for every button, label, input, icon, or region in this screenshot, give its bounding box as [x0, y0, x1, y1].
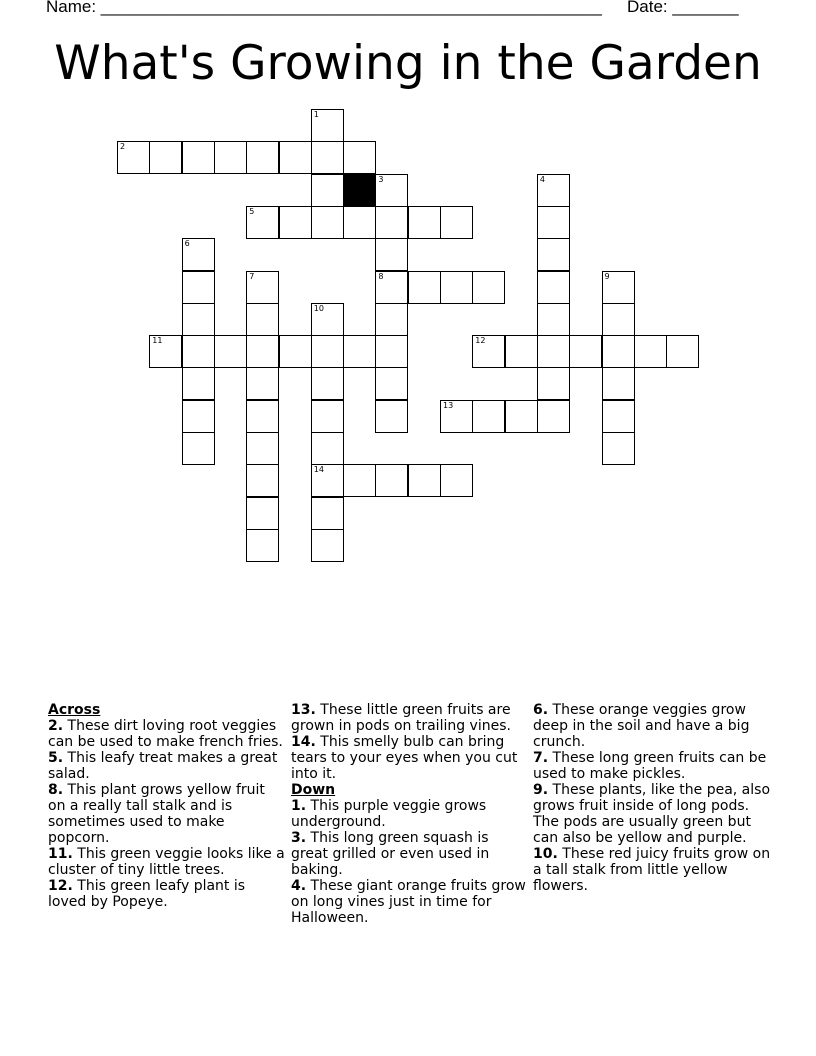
grid-cell[interactable]: [408, 206, 441, 239]
grid-cell[interactable]: [311, 464, 344, 497]
clue-item-text: These orange veggies grow deep in the soil and have a big crunch.: [533, 702, 750, 750]
clue-item-text: These red juicy fruits grow on a tall stalk from little yellow flowers.: [533, 846, 771, 894]
clue-item-text: These little green fruits are grown in pods on trailing vines.: [291, 702, 511, 734]
clue-item-number: 9.: [533, 782, 549, 798]
clue-item: [533, 750, 771, 782]
clue-item-number: 5.: [48, 750, 64, 766]
grid-cell[interactable]: [666, 335, 699, 368]
grid-cell[interactable]: [182, 400, 215, 433]
grid-cell[interactable]: [311, 109, 344, 142]
clue-column-1: [48, 702, 286, 910]
clue-number: 3: [378, 174, 384, 184]
grid-cell[interactable]: [311, 367, 344, 400]
clue-number: 5: [249, 206, 255, 216]
grid-cell[interactable]: [472, 335, 505, 368]
clue-item-text: This leafy treat makes a great salad.: [48, 750, 278, 782]
grid-cell[interactable]: [602, 367, 635, 400]
grid-cell[interactable]: [537, 174, 570, 207]
clue-item-number: 2.: [48, 718, 64, 734]
grid-cell[interactable]: [375, 174, 408, 207]
grid-cell[interactable]: [246, 141, 279, 174]
clue-item-text: This plant grows yellow fruit on a really tall stalk and is sometimes used to make popcorn.: [48, 782, 265, 846]
clue-number: 2: [120, 142, 126, 152]
section-heading-across: Across: [48, 702, 101, 718]
grid-cell[interactable]: [246, 464, 279, 497]
grid-cell[interactable]: [246, 497, 279, 530]
clue-item: [48, 878, 286, 910]
clue-item-text: This smelly bulb can bring tears to your eyes when you cut into it.: [291, 734, 518, 782]
grid-cell[interactable]: [311, 432, 344, 465]
grid-cell[interactable]: [375, 238, 408, 271]
clue-number: 7: [249, 271, 255, 281]
grid-cell[interactable]: [375, 367, 408, 400]
grid-cell[interactable]: [375, 271, 408, 304]
grid-cell[interactable]: [246, 271, 279, 304]
grid-cell[interactable]: [537, 271, 570, 304]
grid-cell[interactable]: [246, 432, 279, 465]
clue-column-3: [533, 702, 771, 894]
clue-number: 10: [313, 303, 324, 313]
grid-cell[interactable]: [149, 141, 182, 174]
grid-cell[interactable]: [375, 400, 408, 433]
grid-cell[interactable]: [149, 335, 182, 368]
grid-cell[interactable]: [375, 335, 408, 368]
clue-item-number: 12.: [48, 878, 73, 894]
grid-cell[interactable]: [602, 335, 635, 368]
clue-item-number: 13.: [291, 702, 316, 718]
grid-cell[interactable]: [537, 367, 570, 400]
grid-cell[interactable]: [440, 206, 473, 239]
clue-item-text: These dirt loving root veggies can be used to make french fries.: [48, 718, 283, 750]
clue-item: [291, 798, 529, 830]
name-field-label: Name: _____________________________________________________: [46, 0, 602, 16]
grid-cell[interactable]: [602, 432, 635, 465]
clue-number: 1: [313, 110, 319, 119]
grid-cell[interactable]: [279, 141, 312, 174]
clue-item-number: 11.: [48, 846, 73, 862]
clue-item: [533, 846, 771, 894]
clue-item-text: This long green squash is great grilled or even used in baking.: [291, 830, 490, 878]
clue-item: [533, 782, 771, 846]
grid-cell[interactable]: [408, 271, 441, 304]
clue-item-number: 4.: [291, 878, 307, 894]
clue-number: 14: [313, 465, 324, 475]
black-cell: [343, 174, 376, 207]
clue-item-text: This green leafy plant is loved by Popeye.: [48, 878, 246, 910]
grid-cell[interactable]: [182, 303, 215, 336]
clue-number: 11: [152, 336, 163, 346]
grid-cell[interactable]: [311, 529, 344, 562]
clue-item: [291, 702, 529, 734]
grid-cell[interactable]: [311, 400, 344, 433]
clue-item: [291, 878, 529, 926]
grid-cell[interactable]: [246, 367, 279, 400]
grid-cell[interactable]: [311, 335, 344, 368]
page-title: What's Growing in the Garden: [54, 36, 762, 91]
grid-cell[interactable]: [182, 367, 215, 400]
grid-cell[interactable]: [634, 335, 667, 368]
grid-cell[interactable]: [343, 206, 376, 239]
clue-item-number: 6.: [533, 702, 549, 718]
grid-cell[interactable]: [440, 464, 473, 497]
clue-item-number: 14.: [291, 734, 316, 750]
grid-cell[interactable]: [246, 206, 279, 239]
grid-cell[interactable]: [343, 141, 376, 174]
grid-cell[interactable]: [246, 400, 279, 433]
grid-cell[interactable]: [279, 206, 312, 239]
grid-cell[interactable]: [537, 335, 570, 368]
grid-cell[interactable]: [343, 464, 376, 497]
grid-cell[interactable]: [343, 335, 376, 368]
clue-item: [291, 734, 529, 782]
grid-cell[interactable]: [537, 303, 570, 336]
clue-item-number: 1.: [291, 798, 307, 814]
section-heading-down: Down: [291, 782, 336, 798]
clue-number: 13: [443, 400, 454, 410]
grid-cell[interactable]: [214, 141, 247, 174]
grid-cell[interactable]: [117, 141, 150, 174]
grid-cell[interactable]: [246, 303, 279, 336]
clue-item-number: 7.: [533, 750, 549, 766]
grid-cell[interactable]: [602, 303, 635, 336]
grid-cell[interactable]: [472, 271, 505, 304]
clue-item-text: These giant orange fruits grow on long vines just in time for Halloween.: [291, 878, 526, 926]
clue-item: [48, 750, 286, 782]
grid-cell[interactable]: [375, 206, 408, 239]
clue-item-text: This purple veggie grows underground.: [291, 798, 487, 830]
clue-item: [533, 702, 771, 750]
clue-item-number: 10.: [533, 846, 558, 862]
clue-number: 9: [604, 271, 610, 281]
date-field-label: Date: _______: [627, 0, 739, 16]
clue-item-number: 3.: [291, 830, 307, 846]
clue-number: 12: [475, 336, 486, 346]
clue-item-text: These plants, like the pea, also grows fruit inside of long pods. The pods are usually green but can also be yellow and purple.: [533, 782, 771, 846]
grid-cell[interactable]: [311, 206, 344, 239]
clue-number: 8: [378, 271, 384, 281]
clue-number: 6: [184, 239, 190, 249]
clue-column-2: [291, 702, 529, 926]
grid-cell[interactable]: [182, 335, 215, 368]
grid-cell[interactable]: [279, 335, 312, 368]
grid-cell[interactable]: [537, 400, 570, 433]
grid-cell[interactable]: [505, 400, 538, 433]
clue-item: [48, 718, 286, 750]
clue-item-number: 8.: [48, 782, 64, 798]
grid-cell[interactable]: [182, 238, 215, 271]
grid-cell[interactable]: [602, 400, 635, 433]
grid-cell[interactable]: [537, 206, 570, 239]
grid-cell[interactable]: [246, 335, 279, 368]
clue-item: [48, 846, 286, 878]
clue-item-text: These long green fruits can be used to make pickles.: [533, 750, 767, 782]
grid-cell[interactable]: [602, 271, 635, 304]
clue-number: 4: [539, 174, 545, 184]
grid-cell[interactable]: [375, 303, 408, 336]
grid-cell[interactable]: [182, 141, 215, 174]
grid-cell[interactable]: [472, 400, 505, 433]
grid-cell[interactable]: [375, 464, 408, 497]
grid-cell[interactable]: [182, 271, 215, 304]
grid-cell[interactable]: [440, 271, 473, 304]
clue-item: [48, 782, 286, 846]
grid-cell[interactable]: [311, 497, 344, 530]
grid-cell[interactable]: [214, 335, 247, 368]
grid-cell[interactable]: [311, 303, 344, 336]
grid-cell[interactable]: [505, 335, 538, 368]
grid-cell[interactable]: [537, 238, 570, 271]
grid-cell[interactable]: [408, 464, 441, 497]
grid-cell[interactable]: [569, 335, 602, 368]
grid-cell[interactable]: [246, 529, 279, 562]
clue-item-text: This green veggie looks like a cluster of tiny little trees.: [48, 846, 285, 878]
clue-item: [291, 830, 529, 878]
grid-cell[interactable]: [311, 174, 344, 207]
grid-cell[interactable]: [311, 141, 344, 174]
grid-cell[interactable]: [182, 432, 215, 465]
grid-cell[interactable]: [440, 400, 473, 433]
